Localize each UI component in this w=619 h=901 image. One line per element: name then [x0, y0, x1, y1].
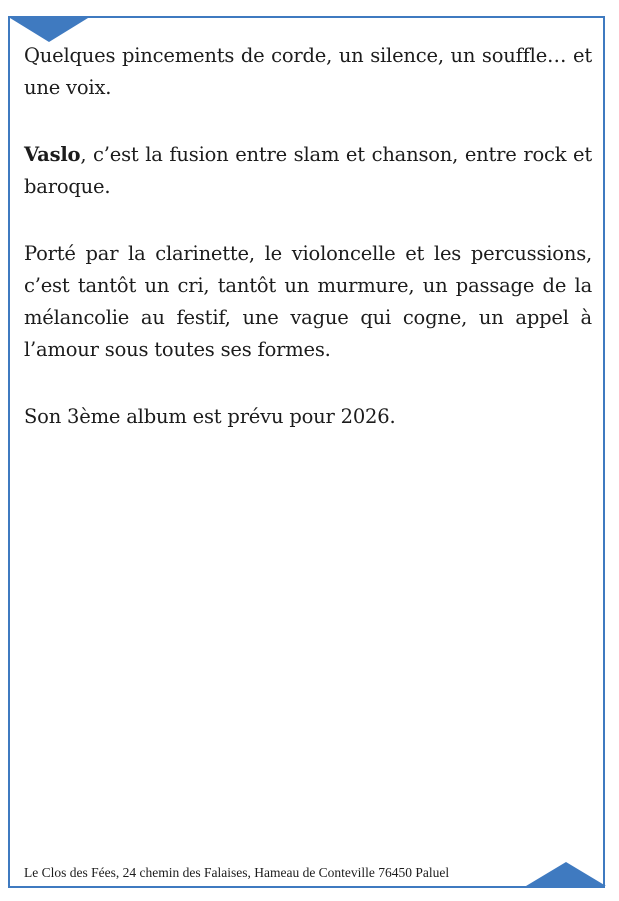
bottom-corner-triangle [526, 862, 606, 886]
paragraph-intro: Quelques pincements de corde, un silence, un souffle… et une voix. [24, 44, 592, 99]
footer-address: Le Clos des Fées, 24 chemin des Falaises, Hameau de Conteville 76450 Paluel [24, 865, 450, 880]
paragraph-vaslo [24, 139, 592, 203]
paragraph-instruments: Porté par la clarinette, le violoncelle et les percussions, c’est tantôt un cri, tantôt un murmure, un passage de la mélancolie au festif, une vague qui cogne, un appel à l’amour sous toutes ses formes. [24, 242, 592, 361]
main-content [24, 40, 592, 468]
artist-name: Vaslo [24, 143, 81, 166]
top-corner-triangle [10, 18, 88, 42]
paragraph-album: Son 3ème album est prévu pour 2026. [24, 405, 396, 428]
paragraph-vaslo-text: , c’est la fusion entre slam et chanson, entre rock et baroque. [24, 143, 592, 198]
